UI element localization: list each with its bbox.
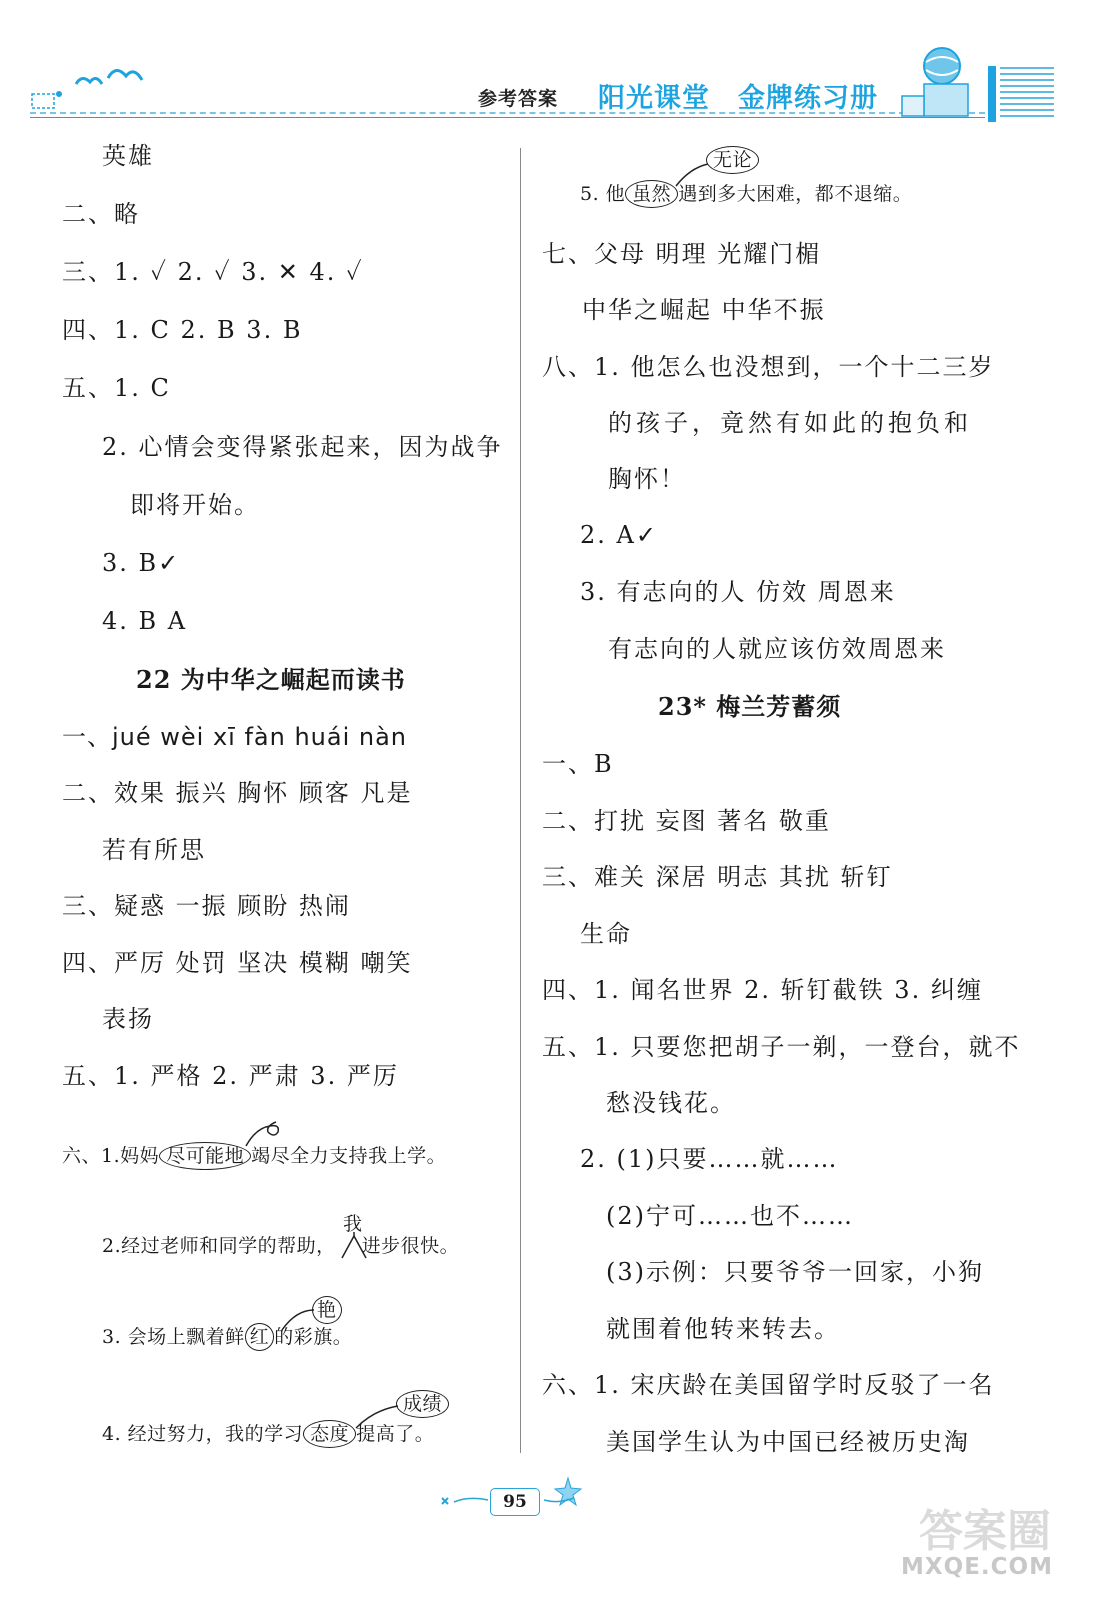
correction-arrow-icon: [278, 1304, 318, 1334]
stripes-decoration: [988, 66, 1058, 124]
inserted-word: 我: [343, 1213, 363, 1235]
sentence-text: 提高了。: [356, 1423, 435, 1445]
answer-line: 四、1. C 2. B 3. B: [62, 316, 303, 344]
circled-word: 尽可能地: [159, 1142, 251, 1170]
watermark: [890, 1495, 1075, 1590]
header-label: 参考答案: [478, 88, 559, 110]
circled-word: 态度: [303, 1420, 356, 1448]
answer-line: 生命: [580, 920, 632, 948]
lesson-title: 22 为中华之崛起而读书: [136, 665, 406, 694]
sentence-text: 遇到多大困难，都不退缩。: [678, 183, 913, 205]
answer-line: 五、1. 严格 2. 严肃 3. 严厉: [62, 1062, 399, 1090]
answer-line: (2)宁可……也不……: [606, 1202, 854, 1230]
answer-line: 二、略: [62, 200, 140, 228]
answer-line: 三、难关 深居 明志 其扰 斩钉: [542, 863, 893, 891]
answer-line: 一、B: [542, 750, 614, 778]
answer-line: 2. 心情会变得紧张起来，因为战争: [102, 433, 503, 461]
brand-right: 金牌练习册: [738, 83, 878, 114]
sentence-text: 5. 他: [580, 183, 626, 205]
footer-star-icon: [436, 1484, 496, 1514]
watermark-logo: 答案圈: [919, 1506, 1051, 1557]
footer-star-icon: [542, 1474, 602, 1514]
answer-line: 若有所思: [102, 836, 206, 864]
inserted-word: 成绩: [396, 1390, 449, 1418]
answer-line: 就围着他转来转去。: [606, 1315, 840, 1343]
sentence-text: 六、1.妈妈: [62, 1145, 160, 1167]
brand-left: 阳光课堂: [598, 83, 710, 114]
answer-line: 六、1. 宋庆龄在美国留学时反驳了一名: [542, 1371, 995, 1399]
answer-line: 表扬: [102, 1005, 154, 1033]
correction-sentence: [102, 1230, 459, 1262]
answer-line: 3. 有志向的人 仿效 周恩来: [580, 578, 896, 606]
answer-line: 的孩子，竟然有如此的抱负和: [608, 409, 972, 437]
sentence-text: 3. 会场上飘着鲜: [102, 1326, 245, 1348]
answer-line: 3. B✓: [102, 549, 181, 577]
answer-line: 三、疑惑 一振 顾盼 热闹: [62, 892, 351, 920]
sentence-text: 2.经过老师和同学的帮助，: [102, 1235, 336, 1257]
answer-line: 三、1. ✓ 2. ✓ 3. ✕ 4. ✓: [62, 258, 364, 286]
circled-word: 虽然: [625, 180, 678, 208]
sentence-text: 进步很快。: [361, 1235, 460, 1257]
answer-line: 即将开始。: [130, 491, 260, 519]
answer-line: 二、打扰 妄图 著名 敬重: [542, 807, 831, 835]
column-divider: [520, 148, 521, 1453]
correction-sentence: [580, 178, 912, 210]
answer-line: 2. (1)只要……就……: [580, 1145, 839, 1173]
page-header: [0, 0, 1093, 130]
circled-word: 红: [245, 1323, 275, 1351]
inserted-word: 艳: [312, 1296, 342, 1324]
answer-line: 五、1. C: [62, 374, 171, 402]
answer-line: 4. B A: [102, 607, 188, 635]
sentence-text: 4. 经过努力，我的学习: [102, 1423, 304, 1445]
answer-line: 一、jué wèi xī fàn huái nàn: [62, 723, 408, 751]
insert-mark-icon: [340, 1232, 370, 1260]
lesson-title: 23* 梅兰芳蓄须: [658, 692, 842, 721]
sentence-text: 竭尽全力支持我上学。: [251, 1145, 447, 1167]
answer-line: 二、效果 振兴 胸怀 顾客 凡是: [62, 779, 413, 807]
answer-line: 中华之崛起 中华不振: [582, 296, 826, 324]
answer-line: 2. A✓: [580, 521, 658, 549]
answer-line: (3)示例：只要爷爷一回家，小狗: [606, 1258, 984, 1286]
answer-line: 七、父母 明理 光耀门楣: [542, 240, 822, 268]
answer-line: 八、1. 他怎么也没想到，一个十二三岁: [542, 353, 995, 381]
sentence-text: 的彩旗。: [274, 1326, 353, 1348]
delete-mark-icon: [244, 1118, 284, 1148]
inserted-word: 无论: [706, 146, 759, 174]
answer-line: 美国学生认为中国已经被历史淘: [606, 1428, 970, 1456]
answer-line: 愁没钱花。: [606, 1089, 736, 1117]
page-number: 95: [490, 1488, 540, 1516]
watermark-text: MXQE.COM: [901, 1554, 1053, 1580]
answer-line: 英雄: [102, 142, 154, 170]
answer-line: 四、1. 闻名世界 2. 斩钉截铁 3. 纠缠: [542, 976, 983, 1004]
answer-line: 四、严厉 处罚 坚决 模糊 嘲笑: [62, 949, 413, 977]
answer-line: 有志向的人就应该仿效周恩来: [608, 635, 946, 663]
answer-line: 胸怀！: [608, 465, 686, 493]
answer-line: 五、1. 只要您把胡子一剃，一登台，就不: [542, 1033, 1021, 1061]
correction-arrow-icon: [352, 1402, 402, 1432]
correction-arrow-icon: [672, 160, 712, 190]
globe-icon: [896, 40, 976, 120]
header-rule-solid: [30, 117, 985, 118]
